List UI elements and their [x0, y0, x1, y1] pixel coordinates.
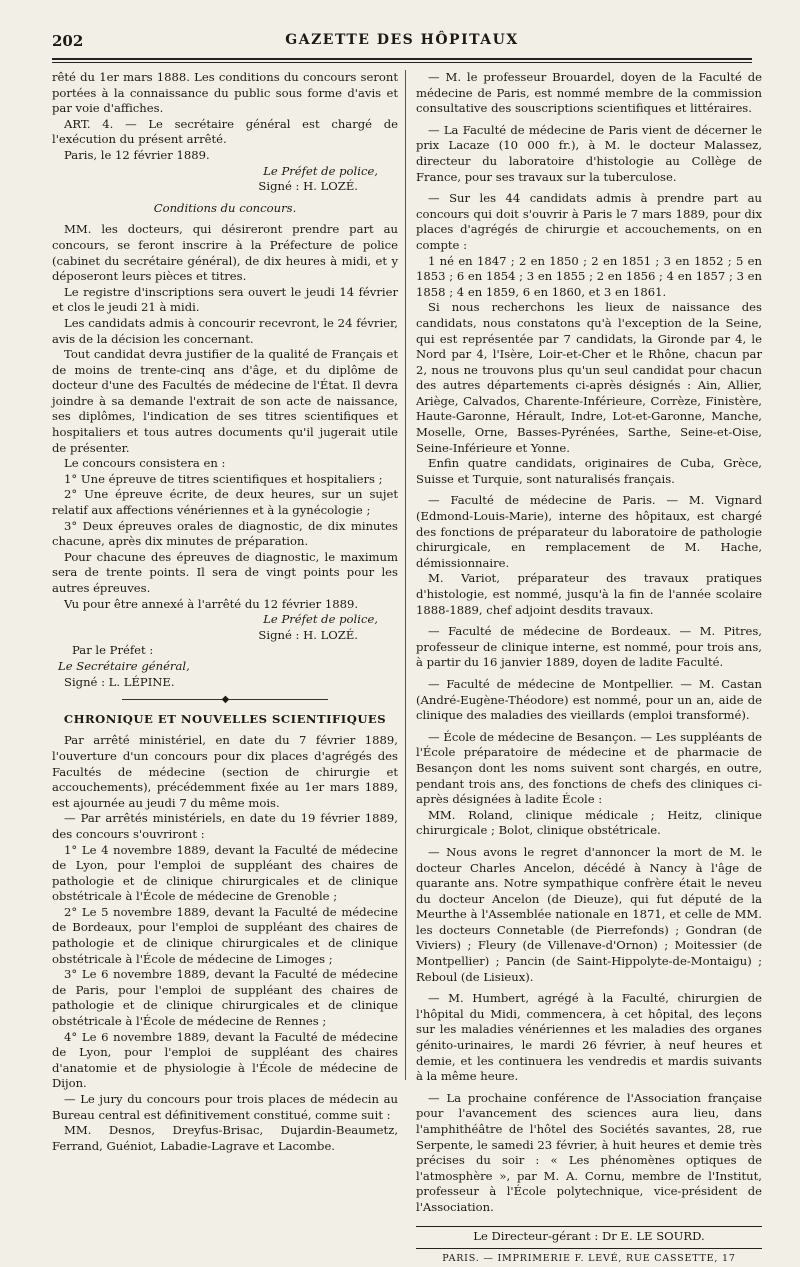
paragraph: M. Variot, préparateur des travaux pratiques d'histologie, est nommé, jusqu'à la fin de l'année scolaire 1888-1889, chef adjoint desdits travaux.: [416, 571, 762, 617]
footer-rule: [416, 1226, 762, 1227]
printer-imprint: PARIS. — IMPRIMERIE F. LEVÉ, RUE CASSETTE, 17: [442, 1253, 736, 1265]
ornament-divider: ◆: [52, 692, 398, 708]
list-item: 3° Deux épreuves orales de diagnostic, de dix minutes chacune, après dix minutes de préparation.: [52, 518, 398, 549]
paragraph: — Sur les 44 candidats admis à prendre part au concours qui doit s'ouvrir à Paris le 7 mars 1889, pour dix places d'agrégés de chirurgie et accouchements, on en compte :: [416, 191, 762, 252]
article-paragraph: ART. 4. — Le secrétaire général est chargé de l'exécution du présent arrêté.: [52, 116, 398, 147]
paragraph: — La prochaine conférence de l'Association française pour l'avancement des sciences aura lieu, dans l'amphithéâtre de l'hôtel des Sociétés savantes, 28, rue Serpente, le samedi 23 février, à huit heures et demie très précises du soir : « Les phénomènes optiques de l'atmosphère », par M. A. Cornu, membre de l'Institut, professeur à l'École polytechnique, vice-président de l'Association.: [416, 1090, 762, 1214]
signature-title: Le Préfet de police,: [263, 163, 378, 178]
paragraph: — Faculté de médecine de Paris. — M. Vignard (Edmond-Louis-Marie), interne des hôpitaux, est chargé des fonctions de préparateur du laboratoire de pathologie chirurgicale, en remplacement de M. Hache, démissionnaire.: [416, 493, 762, 570]
paragraph: Le concours consistera en :: [64, 456, 226, 471]
paragraph: — Le jury du concours pour trois places de médecin au Bureau central est définitivement constitué, comme suit :: [52, 1092, 398, 1122]
signature-name: Signé : H. LOZÉ.: [258, 179, 358, 194]
paragraph: Vu pour être annexé à l'arrêté du 12 février 1889.: [64, 596, 359, 611]
list-item: 4° Le 6 novembre 1889, devant la Faculté de médecine de Lyon, pour l'emploi de suppléant des chaires d'anatomie et de physiologie à l'École de médecine de Dijon.: [52, 1029, 398, 1091]
paragraph: — Faculté de médecine de Montpellier. — M. Castan (André-Eugène-Théodore) est nommé, pour un an, aide de clinique des maladies des vieillards (emploi transformé).: [416, 676, 762, 723]
page-number: 202: [52, 32, 84, 50]
running-title: GAZETTE DES HÔPITAUX: [285, 32, 519, 48]
page-header: [52, 28, 752, 52]
paragraph: Les candidats admis à concourir recevront, le 24 février, avis de la décision les concernant.: [52, 315, 398, 346]
subsection-heading: Conditions du concours.: [153, 200, 297, 215]
paragraph: — Par arrêtés ministériels, en date du 19 février 1889, des concours s'ouvriront :: [52, 811, 398, 841]
list-item: 3° Le 6 novembre 1889, devant la Faculté de médecine de Paris, pour l'emploi de suppléant des chaires de pathologie et de clinique chirurgicales et de clinique obstétricale à l'École de médecine de Rennes ;: [52, 967, 398, 1029]
date-line: Paris, le 12 février 1889.: [64, 147, 210, 162]
list-item: 2° Une épreuve écrite, de deux heures, sur un sujet relatif aux affections vénériennes et à la gynécologie ;: [52, 487, 398, 518]
paragraph: — La Faculté de médecine de Paris vient de décerner le prix Lacaze (10 000 fr.), à M. le docteur Malassez, directeur du laboratoire d'histologie au Collège de France, pour ses travaux sur la tuberculose.: [416, 122, 762, 184]
paragraph: 1 né en 1847 ; 2 en 1850 ; 2 en 1851 ; 3 en 1852 ; 5 en 1853 ; 6 en 1854 ; 3 en 1855 ; 2 en 1856 ; 4 en 1857 ; 3 en 1858 ; 4 en 1859, 6 en 1860, et 3 en 1861.: [416, 253, 762, 299]
paragraph: MM. les docteurs, qui désireront prendre part au concours, se feront inscrire à la Préfecture de police (cabinet du secrétaire général), de dix heures à midi, et y déposeront leurs pièces et titres.: [52, 222, 398, 284]
list-item: 1° Le 4 novembre 1889, devant la Faculté de médecine de Lyon, pour l'emploi de suppléant des chaires de pathologie et de clinique chirurgicales et de clinique obstétricale à l'École de médecine de Grenoble ;: [52, 842, 398, 904]
signature-for: Par le Préfet :: [72, 643, 154, 658]
paragraph: rêté du 1er mars 1888. Les conditions du concours seront portées à la connaissance du public sous forme d'avis et par voie d'affiches.: [52, 70, 398, 116]
paragraph: — Nous avons le regret d'annoncer la mort de M. le docteur Charles Ancelon, décédé à Nancy à l'âge de quarante ans. Notre sympathique confrère était le neveu du docteur Ancelon (de Dieuze), qui fut député de la Meurthe à l'Assemblée nationale en 1871, et celle de MM. les docteurs Connetable (de Pierrefonds) ; Gondran (de Viviers) ; Fleury (de Villenave-d'Ornon) ; Moitessier (de Montpellier) ; Pancin (de Saint-Hippolyte-de-Montaigu) ; Reboul (de Lisieux).: [416, 844, 762, 984]
paragraph: — M. le professeur Brouardel, doyen de la Faculté de médecine de Paris, est nommé membre de la commission consultative des souscriptions scientifiques et littéraires.: [416, 70, 762, 116]
right-column: [416, 70, 762, 1267]
paragraph: MM. Desnos, Dreyfus-Brisac, Dujardin-Beaumetz, Ferrand, Guéniot, Labadie-Lagrave et Lacombe.: [52, 1123, 398, 1153]
paragraph: Enfin quatre candidats, originaires de Cuba, Grèce, Suisse et Turquie, sont naturalisés français.: [416, 456, 762, 486]
signature-name: Signé : L. LÉPINE.: [64, 674, 175, 689]
paragraph: Le registre d'inscriptions sera ouvert le jeudi 14 février et clos le jeudi 21 à midi.: [52, 284, 398, 315]
paragraph: Si nous recherchons les lieux de naissance des candidats, nous constatons qu'à l'exception de la Seine, qui est représentée par 7 candidats, la Gironde par 4, le Nord par 4, l'Isère, Loir-et-Cher et le Rhône, chacun par 2, nous ne trouvons plus qu'un seul candidat pour chacun des autres départements ci-après désignés : Ain, Allier, Ariège, Calvados, Charente-Inférieure, Corrèze, Finistère, Haute-Garonne, Hérault, Indre, Lot-et-Garonne, Manche, Moselle, Orne, Basses-Pyrénées, Sarthe, Seine-et-Oise, Seine-Inférieure et Yonne.: [416, 300, 762, 455]
column-divider: [405, 70, 406, 1080]
header-rule-thin: [52, 62, 752, 63]
signature-name: Signé : H. LOZÉ.: [258, 627, 358, 642]
paragraph: — M. Humbert, agrégé à la Faculté, chirurgien de l'hôpital du Midi, commencera, à cet hôpital, des leçons sur les maladies vénériennes et les maladies des organes génito-urinaires, le mardi 26 février, à neuf heures et demie, et les continuera les vendredis et mardis suivants à la même heure.: [416, 991, 762, 1084]
footer-rule: [416, 1248, 762, 1249]
paragraph: MM. Roland, clinique médicale ; Heitz, clinique chirurgicale ; Bolot, clinique obstétricale.: [416, 807, 762, 838]
paragraph: — Faculté de médecine de Bordeaux. — M. Pitres, professeur de clinique interne, est nommé, pour trois ans, à partir du 16 janvier 1889, doyen de ladite Faculté.: [416, 624, 762, 670]
paragraph: Tout candidat devra justifier de la qualité de Français et de moins de trente-cinq ans d'âge, et du diplôme de docteur d'une des Facultés de médecine de l'État. Il devra joindre à sa demande l'extrait de son acte de naissance, ses diplômes, l'indication de ses titres scientifiques et hospitaliers et tous autres documents qu'il jugerait utile de présenter.: [52, 347, 398, 455]
paragraph: — École de médecine de Besançon. — Les suppléants de l'École préparatoire de médecine et de pharmacie de Besançon dont les noms suivent sont chargés, en outre, pendant trois ans, des fonctions de chefs des cliniques ci-après désignées à ladite École :: [416, 729, 762, 807]
left-column: [52, 70, 398, 1154]
list-item: 1° Une épreuve de titres scientifiques et hospitaliers ;: [64, 471, 383, 486]
director-manager: Le Directeur-gérant : Dr E. LE SOURD.: [473, 1228, 705, 1243]
header-rule: [52, 58, 752, 60]
signature-title: Le Secrétaire général,: [58, 658, 190, 673]
paragraph: Par arrêté ministériel, en date du 7 février 1889, l'ouverture d'un concours pour dix places d'agrégés des Facultés de médecine (section de chirurgie et accouchements), précédemment fixée au 1er mars 1889, est ajournée au jeudi 7 du même mois.: [52, 733, 398, 810]
section-title: CHRONIQUE ET NOUVELLES SCIENTIFIQUES: [63, 711, 387, 726]
signature-title: Le Préfet de police,: [263, 612, 378, 627]
paragraph: Pour chacune des épreuves de diagnostic, le maximum sera de trente points. Il sera de vingt points pour les autres épreuves.: [52, 549, 398, 595]
list-item: 2° Le 5 novembre 1889, devant la Faculté de médecine de Bordeaux, pour l'emploi de suppléant des chaires de pathologie et de clinique chirurgicales et de clinique obstétricale à l'École de médecine de Limoges ;: [52, 904, 398, 966]
